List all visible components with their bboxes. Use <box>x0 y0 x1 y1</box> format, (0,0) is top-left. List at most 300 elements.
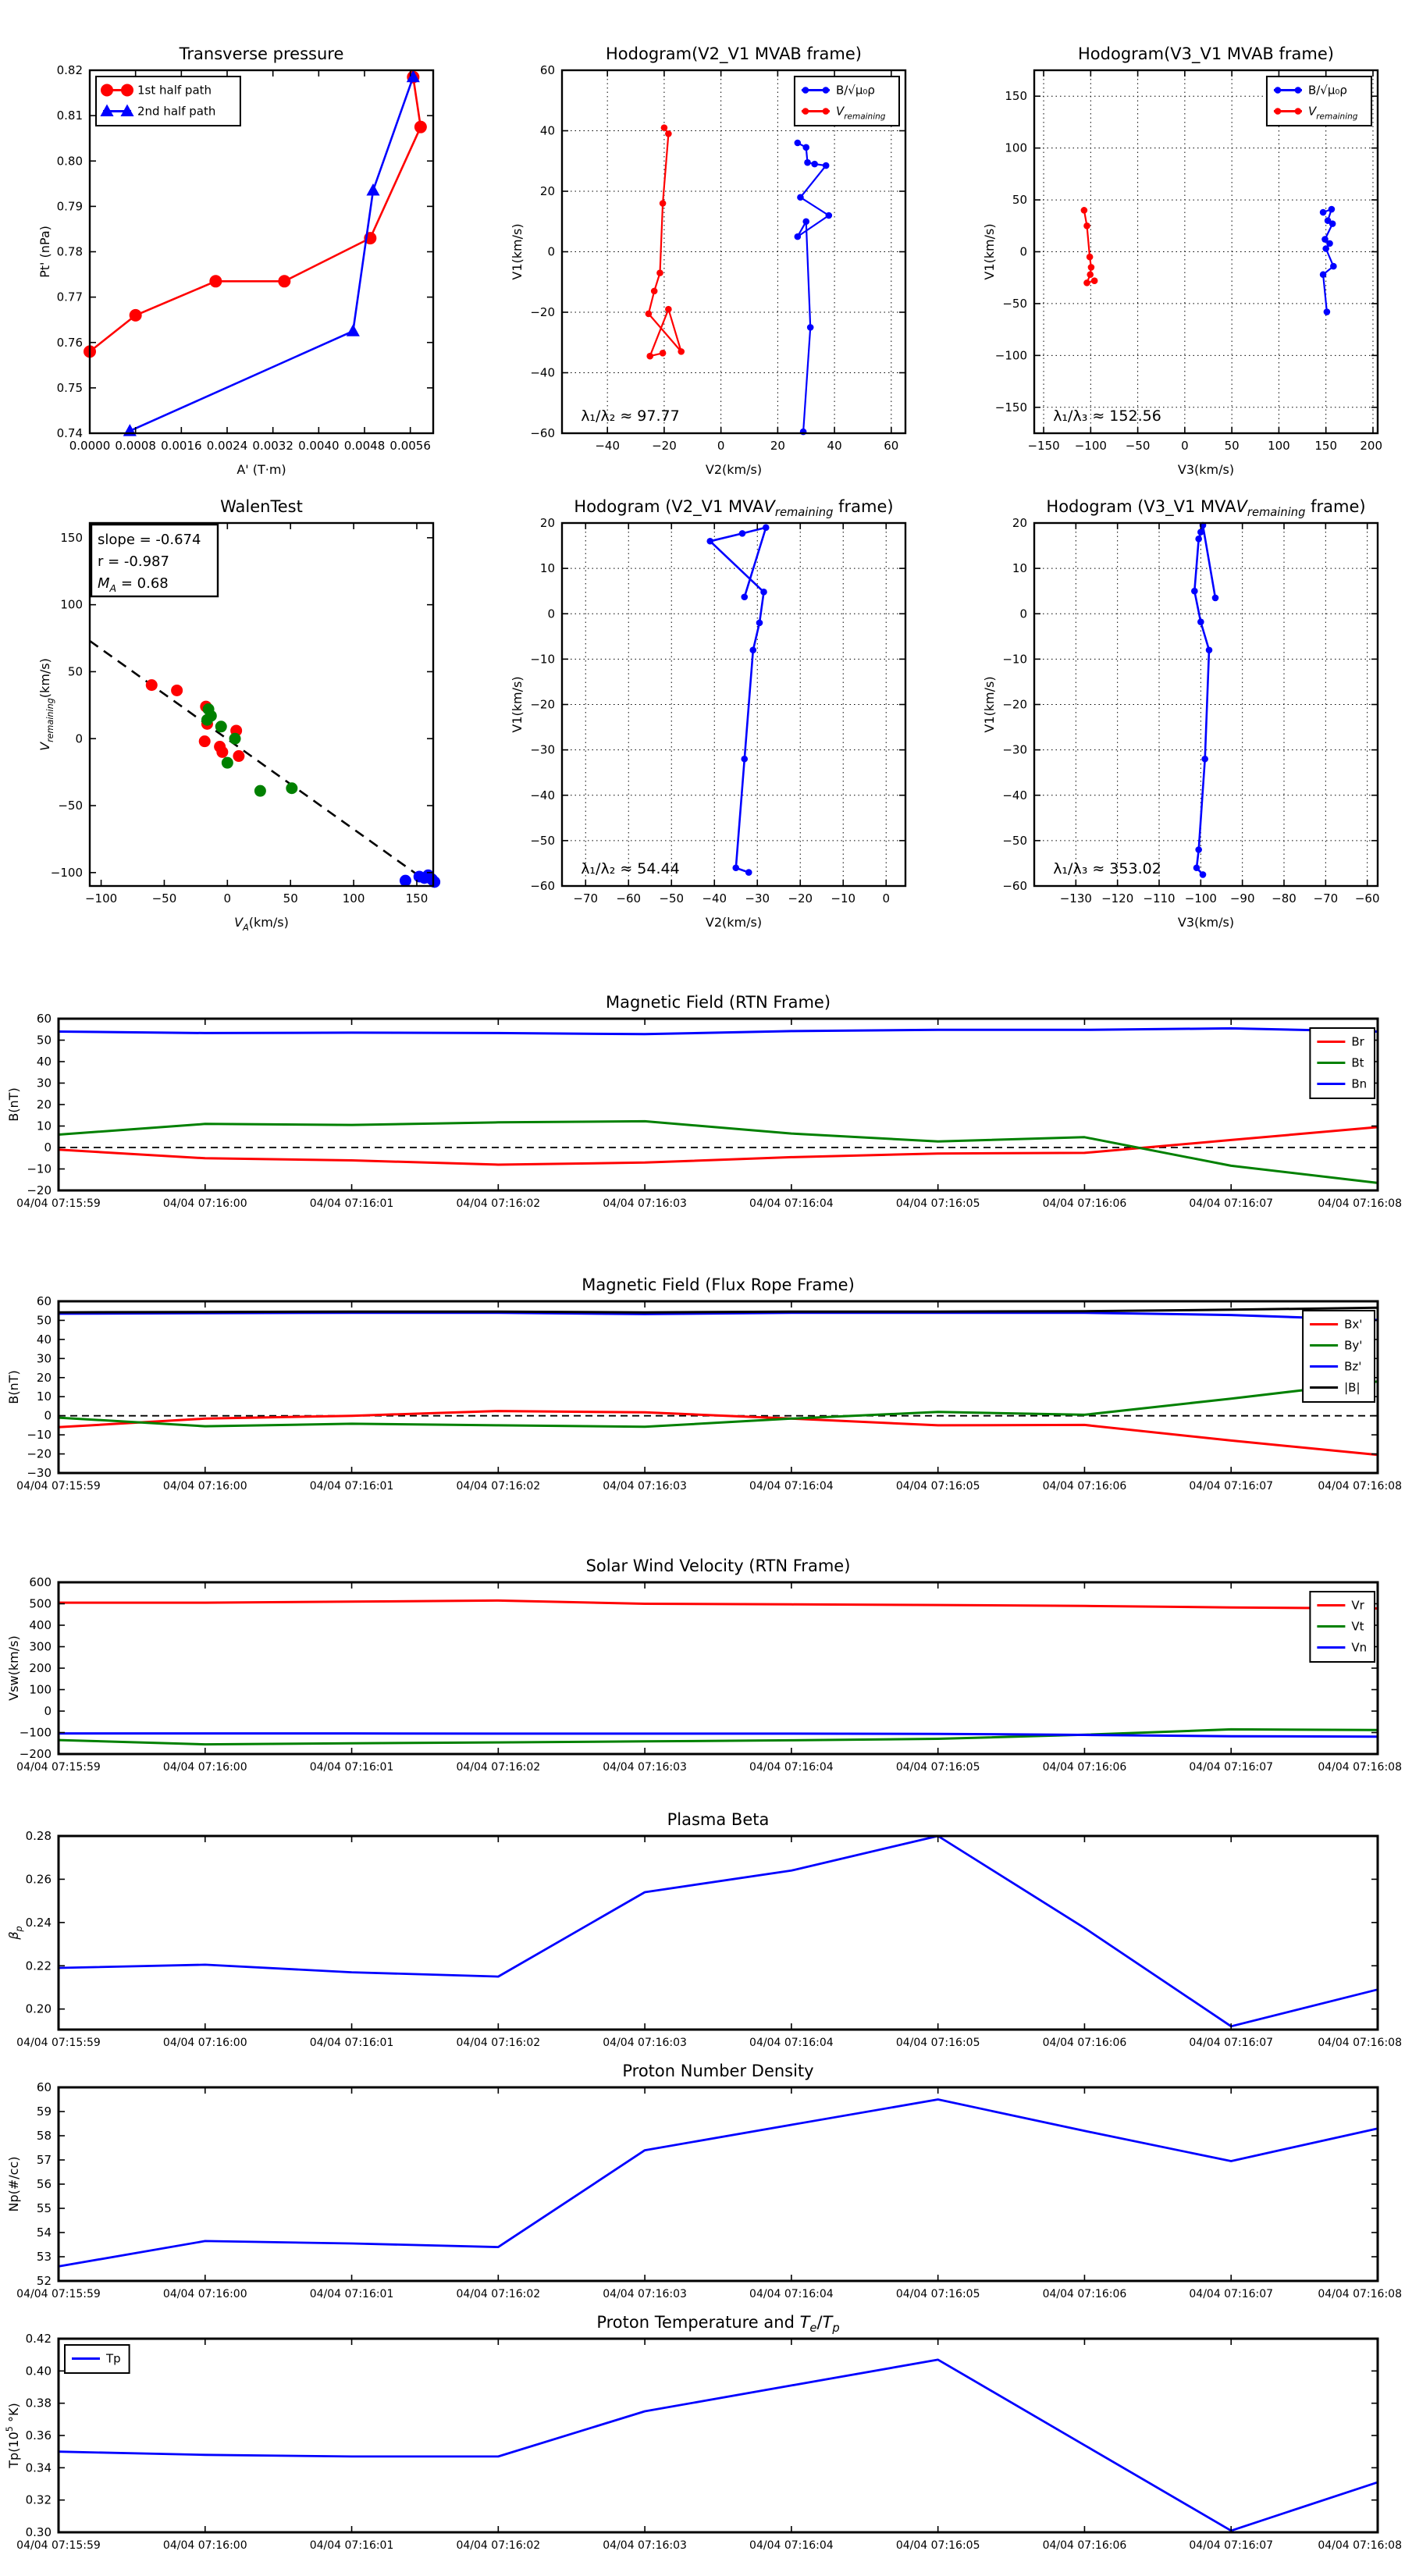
legend <box>795 76 899 126</box>
svg-text:200: 200 <box>1360 439 1382 453</box>
plot-fr <box>0 1261 1405 1518</box>
plot-title: Magnetic Field (RTN Frame) <box>605 993 831 1012</box>
svg-text:Vremaining: $V_{remaining}$ <box>1307 104 1358 122</box>
series--b- <box>59 1308 1378 1312</box>
svg-text:0.74: 0.74 <box>56 426 83 440</box>
plot-title: Hodogram(V3_V1 MVAB frame) <box>1078 44 1334 63</box>
svg-text:04/04 07:16:00: 04/04 07:16:00 <box>162 1761 247 1774</box>
svg-text:40: 40 <box>36 1055 52 1069</box>
svg-text:Bz': Bz' <box>1344 1359 1362 1374</box>
x-axis-label: V2(km/s) <box>705 462 763 476</box>
svg-text:04/04 07:16:08: 04/04 07:16:08 <box>1318 2037 1402 2049</box>
svg-text:04/04 07:16:04: 04/04 07:16:04 <box>749 1197 834 1210</box>
svg-text:−50: −50 <box>530 833 555 848</box>
svg-text:−50: −50 <box>1002 833 1027 848</box>
svg-text:0: 0 <box>75 731 83 746</box>
svg-text:−20: −20 <box>27 1446 52 1461</box>
x-axis-label: V3(km/s) <box>1177 915 1235 930</box>
svg-text:50: 50 <box>1012 193 1027 208</box>
svg-text:20: 20 <box>539 516 555 530</box>
plot-tp6 <box>0 2297 1405 2576</box>
svg-text:|B|: |B| <box>1344 1380 1361 1395</box>
x-axis-label: $V_A(km/s)$ <box>234 915 289 933</box>
svg-text:1st half path: 1st half path <box>137 83 212 98</box>
svg-text:−40: −40 <box>1002 788 1027 802</box>
svg-text:−10: −10 <box>530 652 555 667</box>
x-axis-label: A' (T·m) <box>237 462 286 476</box>
svg-text:Vn: Vn <box>1351 1640 1368 1655</box>
svg-text:04/04 07:16:00: 04/04 07:16:00 <box>162 1197 247 1210</box>
svg-text:04/04 07:16:01: 04/04 07:16:01 <box>309 2288 394 2300</box>
svg-text:10: 10 <box>36 1119 52 1133</box>
svg-text:04/04 07:16:03: 04/04 07:16:03 <box>603 1197 687 1210</box>
svg-text:100: 100 <box>1268 439 1290 453</box>
svg-text:Br: Br <box>1351 1034 1364 1049</box>
svg-text:04/04 07:16:06: 04/04 07:16:06 <box>1042 1197 1127 1210</box>
svg-text:04/04 07:15:59: 04/04 07:15:59 <box>16 2288 101 2300</box>
svg-text:04/04 07:16:07: 04/04 07:16:07 <box>1189 1480 1274 1493</box>
svg-text:20: 20 <box>1012 516 1027 530</box>
svg-text:−50: −50 <box>151 891 177 906</box>
svg-text:300: 300 <box>29 1639 52 1654</box>
svg-text:04/04 07:16:02: 04/04 07:16:02 <box>456 2288 541 2300</box>
chart-proton-temperature <box>0 2297 1405 2576</box>
svg-text:04/04 07:16:05: 04/04 07:16:05 <box>895 2037 980 2049</box>
eigenvalue-annotation: λ₁/λ₂ ≈ 54.44 <box>581 860 680 877</box>
plot-title: Hodogram(V2_V1 MVAB frame) <box>606 44 862 63</box>
svg-text:04/04 07:16:06: 04/04 07:16:06 <box>1042 1480 1127 1493</box>
chart-transverse-pressure <box>27 20 441 476</box>
svg-text:−60: −60 <box>616 891 642 906</box>
svg-text:10: 10 <box>36 1389 52 1404</box>
svg-text:−30: −30 <box>27 1466 52 1480</box>
svg-text:−10: −10 <box>1002 652 1027 667</box>
y-axis-label: V1(km/s) <box>982 676 997 733</box>
svg-text:150: 150 <box>405 891 429 906</box>
svg-text:04/04 07:16:02: 04/04 07:16:02 <box>456 1197 541 1210</box>
svg-text:04/04 07:15:59: 04/04 07:15:59 <box>16 1480 101 1493</box>
plot-h3a <box>972 20 1385 476</box>
svg-text:0: 0 <box>44 1408 52 1423</box>
svg-text:−30: −30 <box>530 742 555 757</box>
svg-text:0.0008: 0.0008 <box>115 439 156 453</box>
svg-text:Vremaining: $V_{remaining}$ <box>835 104 886 122</box>
svg-text:−110: −110 <box>1143 891 1176 906</box>
svg-text:04/04 07:16:06: 04/04 07:16:06 <box>1042 2288 1127 2300</box>
svg-text:04/04 07:16:01: 04/04 07:16:01 <box>309 2539 394 2552</box>
svg-text:−100: −100 <box>84 891 118 906</box>
svg-text:100: 100 <box>1005 141 1027 155</box>
svg-text:04/04 07:16:04: 04/04 07:16:04 <box>749 1761 834 1774</box>
svg-text:04/04 07:16:05: 04/04 07:16:05 <box>895 1197 980 1210</box>
plot-beta <box>0 1794 1405 2051</box>
y-axis-label: $V_{remaining}(km/s)$ <box>37 658 55 751</box>
svg-text:04/04 07:16:01: 04/04 07:16:01 <box>309 1197 394 1210</box>
svg-text:04/04 07:16:01: 04/04 07:16:01 <box>309 2037 394 2049</box>
svg-text:−20: −20 <box>530 305 555 319</box>
y-axis-label: Vsw(km/s) <box>6 1635 21 1701</box>
svg-text:−70: −70 <box>1313 891 1339 906</box>
chart-proton-number-density <box>0 2045 1405 2303</box>
svg-text:−100: −100 <box>994 348 1027 363</box>
svg-text:0.0048: 0.0048 <box>343 439 386 453</box>
plot-h2v <box>500 488 913 945</box>
svg-text:2nd half path: 2nd half path <box>137 104 216 119</box>
svg-text:20: 20 <box>36 1370 52 1385</box>
svg-text:0: 0 <box>547 607 555 621</box>
svg-text:04/04 07:16:03: 04/04 07:16:03 <box>603 2539 687 2552</box>
svg-text:0.0000: 0.0000 <box>69 439 111 453</box>
svg-text:04/04 07:16:08: 04/04 07:16:08 <box>1318 2539 1402 2552</box>
series-tp <box>59 2360 1378 2531</box>
eigenvalue-annotation: λ₁/λ₃ ≈ 353.02 <box>1053 860 1161 877</box>
svg-text:04/04 07:16:06: 04/04 07:16:06 <box>1042 1761 1127 1774</box>
svg-text:04/04 07:16:03: 04/04 07:16:03 <box>603 2037 687 2049</box>
chart-plasma-beta <box>0 1794 1405 2051</box>
svg-text:04/04 07:16:01: 04/04 07:16:01 <box>309 1480 394 1493</box>
svg-text:600: 600 <box>29 1575 52 1589</box>
chart-hodogram-v2v1-mvav <box>500 488 913 945</box>
x-axis-label: V3(km/s) <box>1177 462 1235 476</box>
svg-text:Bn: Bn <box>1351 1076 1368 1091</box>
svg-text:04/04 07:16:02: 04/04 07:16:02 <box>456 1761 541 1774</box>
svg-text:60: 60 <box>539 63 555 77</box>
svg-text:57: 57 <box>36 2153 52 2167</box>
svg-text:−90: −90 <box>1229 891 1255 906</box>
svg-text:100: 100 <box>29 1682 52 1697</box>
svg-text:400: 400 <box>29 1618 52 1632</box>
svg-text:10: 10 <box>1012 561 1027 576</box>
svg-text:10: 10 <box>539 561 555 576</box>
svg-text:04/04 07:16:01: 04/04 07:16:01 <box>309 1761 394 1774</box>
svg-text:04/04 07:16:00: 04/04 07:16:00 <box>162 2037 247 2049</box>
svg-text:0: 0 <box>1019 607 1027 621</box>
svg-text:Vr: Vr <box>1351 1598 1364 1613</box>
svg-text:0.0016: 0.0016 <box>161 439 202 453</box>
svg-text:58: 58 <box>36 2129 52 2143</box>
svg-text:0.38: 0.38 <box>25 2396 52 2411</box>
chart-walen-test <box>27 488 441 945</box>
plot-title: Transverse pressure <box>179 44 344 63</box>
svg-text:150: 150 <box>60 530 83 545</box>
svg-text:−10: −10 <box>831 891 856 906</box>
series-b-sqrt-mu0-rho- <box>706 525 769 876</box>
svg-text:04/04 07:16:08: 04/04 07:16:08 <box>1318 1197 1402 1210</box>
svg-text:150: 150 <box>1005 89 1027 104</box>
chart-hodogram-v3v1-mvab <box>972 20 1385 476</box>
svg-text:−70: −70 <box>573 891 599 906</box>
svg-text:−80: −80 <box>1272 891 1297 906</box>
svg-text:Vt: Vt <box>1351 1619 1364 1634</box>
svg-text:0.26: 0.26 <box>25 1872 52 1887</box>
plot-tp <box>27 20 441 476</box>
svg-text:04/04 07:16:08: 04/04 07:16:08 <box>1318 2288 1402 2300</box>
svg-text:60: 60 <box>884 439 899 453</box>
svg-text:04/04 07:15:59: 04/04 07:15:59 <box>16 1761 101 1774</box>
svg-text:−30: −30 <box>1002 742 1027 757</box>
svg-text:−200: −200 <box>19 1747 52 1761</box>
svg-text:60: 60 <box>36 1012 52 1026</box>
svg-text:0: 0 <box>882 891 891 906</box>
svg-text:59: 59 <box>36 2105 52 2119</box>
svg-text:−50: −50 <box>1125 439 1151 453</box>
svg-text:r = -0.987: r = -0.987 <box>98 553 169 570</box>
svg-text:0.81: 0.81 <box>56 109 83 123</box>
svg-text:40: 40 <box>539 123 555 138</box>
svg-text:50: 50 <box>67 664 83 679</box>
svg-text:−20: −20 <box>530 697 555 712</box>
svg-text:MA = 0.68: $M_A = 0.68$ <box>98 575 169 594</box>
legend <box>96 76 240 126</box>
svg-text:−50: −50 <box>58 799 83 813</box>
plot-h2a <box>500 20 913 476</box>
svg-text:50: 50 <box>1224 439 1240 453</box>
svg-text:−10: −10 <box>27 1428 52 1443</box>
axes-frame <box>59 1836 1378 2030</box>
svg-text:−60: −60 <box>530 879 555 893</box>
svg-text:04/04 07:16:00: 04/04 07:16:00 <box>162 2539 247 2552</box>
svg-text:−60: −60 <box>1002 879 1027 893</box>
svg-text:0.22: 0.22 <box>25 1959 52 1973</box>
svg-text:−40: −40 <box>530 365 555 380</box>
svg-text:−50: −50 <box>1002 296 1027 311</box>
svg-text:0.82: 0.82 <box>56 63 83 77</box>
svg-text:04/04 07:16:07: 04/04 07:16:07 <box>1189 2037 1274 2049</box>
series-b-sqrt-mu0-rho- <box>795 140 833 436</box>
y-axis-label: Np(#/cc) <box>6 2156 21 2212</box>
chart-hodogram-v2v1-mvab <box>500 20 913 476</box>
svg-text:−60: −60 <box>530 426 555 440</box>
svg-text:−100: −100 <box>1074 439 1107 453</box>
svg-text:0.75: 0.75 <box>56 380 83 395</box>
svg-text:−150: −150 <box>994 400 1027 415</box>
series-vr <box>59 1600 1378 1608</box>
svg-text:−100: −100 <box>50 865 83 880</box>
svg-text:50: 50 <box>36 1033 52 1048</box>
series-v-remaining <box>646 124 685 359</box>
svg-text:0.0040: 0.0040 <box>298 439 340 453</box>
svg-text:Tp: Tp <box>106 2351 121 2366</box>
svg-text:04/04 07:16:07: 04/04 07:16:07 <box>1189 2539 1274 2552</box>
series-bn <box>59 1028 1378 1034</box>
plot-rtn <box>0 978 1405 1236</box>
chart-magnetic-field-rtn <box>0 978 1405 1236</box>
svg-text:0.80: 0.80 <box>56 154 83 169</box>
svg-text:−100: −100 <box>19 1725 52 1740</box>
series-b-sqrt-mu0-rho- <box>1191 522 1218 878</box>
svg-text:04/04 07:16:05: 04/04 07:16:05 <box>895 2288 980 2300</box>
svg-text:0: 0 <box>44 1140 52 1155</box>
svg-text:04/04 07:16:05: 04/04 07:16:05 <box>895 1761 980 1774</box>
svg-text:20: 20 <box>36 1098 52 1112</box>
svg-text:Bt: Bt <box>1351 1055 1364 1070</box>
y-axis-label: V1(km/s) <box>982 223 997 280</box>
axes-frame <box>59 1301 1378 1473</box>
series-np <box>59 2100 1378 2267</box>
svg-text:100: 100 <box>60 597 83 612</box>
svg-text:04/04 07:15:59: 04/04 07:15:59 <box>16 2037 101 2049</box>
svg-text:0: 0 <box>44 1704 52 1718</box>
svg-text:04/04 07:16:02: 04/04 07:16:02 <box>456 2037 541 2049</box>
svg-text:100: 100 <box>342 891 365 906</box>
svg-text:04/04 07:16:07: 04/04 07:16:07 <box>1189 2288 1274 2300</box>
svg-text:20: 20 <box>770 439 785 453</box>
series-by- <box>59 1382 1378 1427</box>
svg-text:0.32: 0.32 <box>25 2492 52 2507</box>
svg-text:−150: −150 <box>1027 439 1060 453</box>
svg-text:0.42: 0.42 <box>25 2332 52 2346</box>
svg-text:04/04 07:16:00: 04/04 07:16:00 <box>162 2288 247 2300</box>
svg-text:04/04 07:16:02: 04/04 07:16:02 <box>456 1480 541 1493</box>
svg-text:04/04 07:16:05: 04/04 07:16:05 <box>895 1480 980 1493</box>
svg-text:−130: −130 <box>1059 891 1092 906</box>
series-vn <box>59 1734 1378 1737</box>
svg-text:−120: −120 <box>1101 891 1134 906</box>
svg-text:0: 0 <box>1019 244 1027 259</box>
svg-text:04/04 07:16:05: 04/04 07:16:05 <box>895 2539 980 2552</box>
svg-text:−20: −20 <box>1002 697 1027 712</box>
svg-text:0.0032: 0.0032 <box>252 439 293 453</box>
svg-text:0.28: 0.28 <box>25 1829 52 1843</box>
svg-text:04/04 07:16:04: 04/04 07:16:04 <box>749 2037 834 2049</box>
plot-title: Solar Wind Velocity (RTN Frame) <box>585 1557 851 1575</box>
series-bx- <box>59 1411 1378 1455</box>
chart-magnetic-field-fluxrope <box>0 1261 1405 1518</box>
svg-text:04/04 07:16:07: 04/04 07:16:07 <box>1189 1761 1274 1774</box>
svg-text:By': By' <box>1344 1338 1363 1353</box>
axes-frame <box>59 2339 1378 2532</box>
svg-text:−20: −20 <box>652 439 677 453</box>
svg-text:0: 0 <box>223 891 232 906</box>
svg-text:0.34: 0.34 <box>25 2460 52 2475</box>
svg-text:0.24: 0.24 <box>25 1915 52 1930</box>
chart-hodogram-v3v1-mvav <box>972 488 1385 945</box>
svg-text:0.78: 0.78 <box>56 244 83 259</box>
svg-text:0.0056: 0.0056 <box>389 439 431 453</box>
svg-text:0: 0 <box>547 244 555 259</box>
svg-text:−50: −50 <box>659 891 685 906</box>
svg-text:04/04 07:16:02: 04/04 07:16:02 <box>456 2539 541 2552</box>
svg-text:04/04 07:16:04: 04/04 07:16:04 <box>749 1480 834 1493</box>
series-v-remaining <box>1081 207 1098 286</box>
plot-title: Hodogram (V2_V1 $MVAV_{remaining}$ frame) <box>574 497 894 519</box>
svg-text:0.30: 0.30 <box>25 2525 52 2539</box>
plot-walen <box>27 488 441 945</box>
svg-text:60: 60 <box>36 1294 52 1308</box>
y-axis-label: V1(km/s) <box>510 223 525 280</box>
svg-text:40: 40 <box>36 1332 52 1347</box>
legend <box>1310 1592 1375 1662</box>
svg-text:50: 50 <box>36 1313 52 1328</box>
svg-text:−20: −20 <box>27 1183 52 1197</box>
svg-text:30: 30 <box>36 1076 52 1091</box>
eigenvalue-annotation: λ₁/λ₂ ≈ 97.77 <box>581 407 680 425</box>
svg-text:−100: −100 <box>1184 891 1217 906</box>
svg-text:−10: −10 <box>27 1162 52 1176</box>
svg-text:200: 200 <box>29 1661 52 1675</box>
x-axis-label: V2(km/s) <box>705 915 763 930</box>
svg-text:slope = -0.674: slope = -0.674 <box>98 532 201 548</box>
svg-text:0.77: 0.77 <box>56 290 83 304</box>
svg-text:20: 20 <box>539 184 555 198</box>
legend <box>65 2345 130 2373</box>
svg-text:−40: −40 <box>595 439 621 453</box>
series-beta-p <box>59 1836 1378 2026</box>
svg-text:04/04 07:16:00: 04/04 07:16:00 <box>162 1480 247 1493</box>
plot-np <box>0 2045 1405 2303</box>
series-br <box>59 1127 1378 1165</box>
fit-stats-box <box>91 525 218 596</box>
svg-text:52: 52 <box>36 2274 52 2288</box>
plot-title: Plasma Beta <box>667 1810 770 1829</box>
svg-text:54: 54 <box>36 2226 52 2240</box>
svg-text:53: 53 <box>36 2250 52 2264</box>
eigenvalue-annotation: λ₁/λ₃ ≈ 152.56 <box>1053 407 1161 425</box>
svg-text:−30: −30 <box>745 891 770 906</box>
svg-text:150: 150 <box>1314 439 1338 453</box>
plot-h3v <box>972 488 1385 945</box>
svg-text:60: 60 <box>36 2080 52 2094</box>
series-bz- <box>59 1313 1378 1320</box>
svg-text:04/04 07:16:03: 04/04 07:16:03 <box>603 1480 687 1493</box>
svg-text:40: 40 <box>827 439 842 453</box>
svg-text:50: 50 <box>283 891 298 906</box>
y-axis-label: B(nT) <box>6 1087 21 1122</box>
chart-solar-wind-velocity <box>0 1542 1405 1799</box>
series-b-sqrt-mu0-rho- <box>1320 206 1337 315</box>
svg-text:Bx': Bx' <box>1344 1317 1363 1332</box>
plot-title: Hodogram (V3_V1 $MVAV_{remaining}$ frame) <box>1046 497 1366 519</box>
svg-text:0.79: 0.79 <box>56 199 83 214</box>
plot-vsw <box>0 1542 1405 1799</box>
svg-text:04/04 07:15:59: 04/04 07:15:59 <box>16 1197 101 1210</box>
svg-text:04/04 07:16:03: 04/04 07:16:03 <box>603 1761 687 1774</box>
svg-text:04/04 07:16:06: 04/04 07:16:06 <box>1042 2539 1127 2552</box>
series-bt <box>59 1121 1378 1183</box>
plot-title: Proton Number Density <box>622 2062 814 2080</box>
svg-text:04/04 07:15:59: 04/04 07:15:59 <box>16 2539 101 2552</box>
svg-text:0: 0 <box>1181 439 1189 453</box>
axes-frame <box>59 1019 1378 1190</box>
y-axis-label: $Tp(10^5$ °K) <box>5 2403 21 2468</box>
svg-text:0.36: 0.36 <box>25 2428 52 2443</box>
plot-title: WalenTest <box>220 497 303 516</box>
svg-text:0: 0 <box>717 439 725 453</box>
svg-text:−40: −40 <box>530 788 555 802</box>
axes-frame <box>59 2087 1378 2281</box>
svg-text:30: 30 <box>36 1351 52 1366</box>
plot-title: Proton Temperature and $T_e/T_p$ <box>596 2313 840 2335</box>
svg-text:−20: −20 <box>788 891 813 906</box>
svg-text:04/04 07:16:06: 04/04 07:16:06 <box>1042 2037 1127 2049</box>
legend <box>1303 1311 1375 1402</box>
svg-text:04/04 07:16:08: 04/04 07:16:08 <box>1318 1480 1402 1493</box>
svg-text:04/04 07:16:08: 04/04 07:16:08 <box>1318 1761 1402 1774</box>
legend <box>1267 76 1371 126</box>
svg-text:55: 55 <box>36 2201 52 2215</box>
svg-text:0.76: 0.76 <box>56 335 83 350</box>
y-axis-label: V1(km/s) <box>510 676 525 733</box>
legend <box>1310 1028 1375 1098</box>
svg-text:04/04 07:16:03: 04/04 07:16:03 <box>603 2288 687 2300</box>
fit-line <box>90 641 433 886</box>
svg-text:04/04 07:16:04: 04/04 07:16:04 <box>749 2539 834 2552</box>
svg-text:−60: −60 <box>1354 891 1380 906</box>
y-axis-label: B(nT) <box>6 1370 21 1404</box>
svg-text:B/√μ₀ρ: B/√μ₀ρ <box>835 83 875 98</box>
y-axis-label: Pt' (nPa) <box>37 226 52 278</box>
svg-text:04/04 07:16:04: 04/04 07:16:04 <box>749 2288 834 2300</box>
